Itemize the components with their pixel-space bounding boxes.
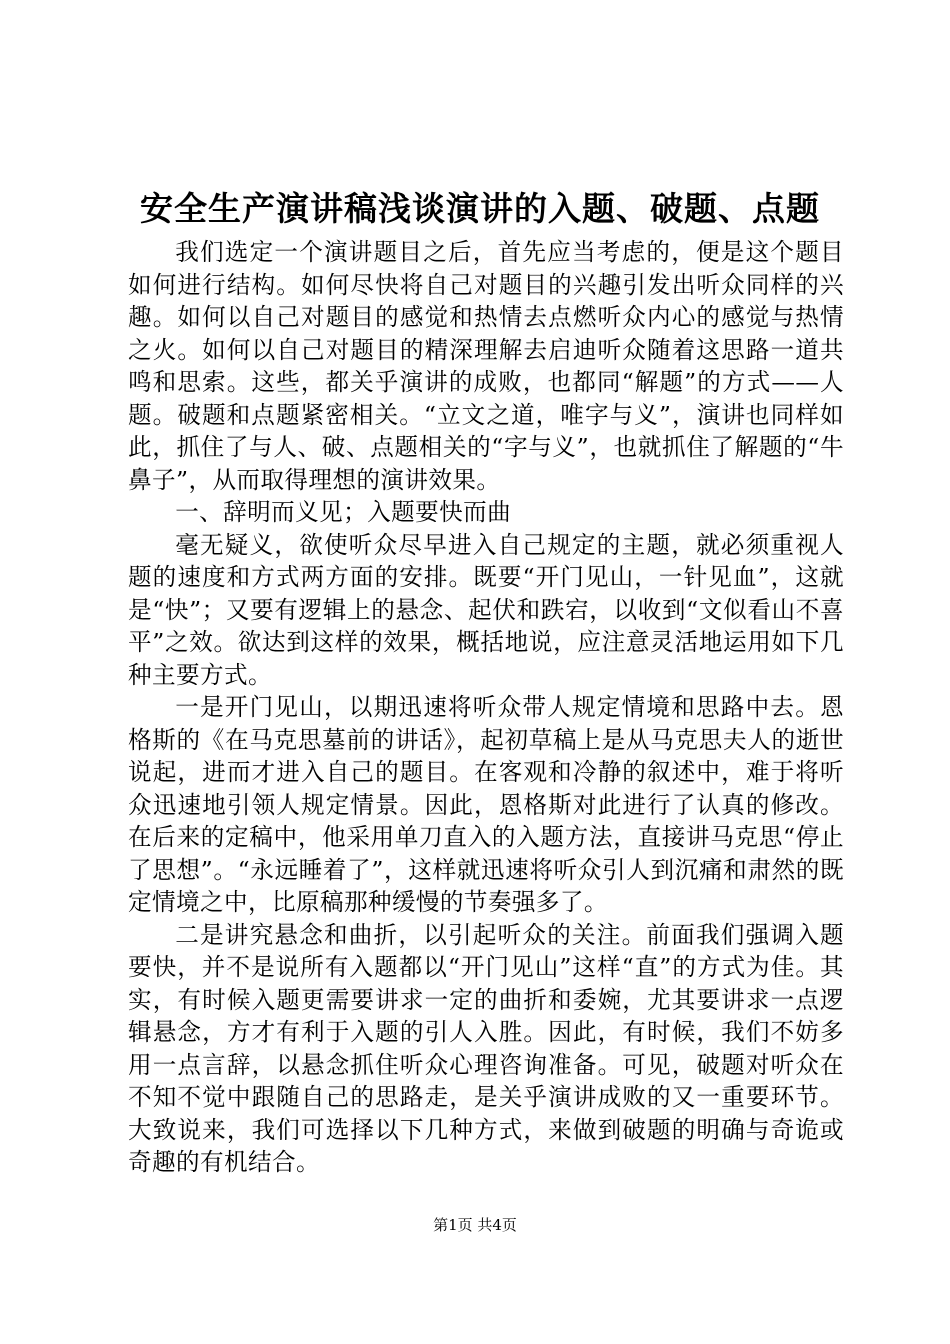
- section-heading: 一、辞明而义见；入题要快而曲: [175, 498, 512, 526]
- document-title: 安全生产演讲稿浅谈演讲的入题、破题、点题: [140, 189, 820, 228]
- page-number-footer: 第1页 共4页: [433, 1216, 517, 1234]
- body-paragraph: 二是讲究悬念和曲折，以引起听众的关注。前面我们强调入题要快，并不是说所有入题都以“开门见山”这样“直”的方式为佳。其实，有时候入题更需要讲求一定的曲折和委婉，尤其要讲求一点逻辑悬念，方才有利于入题的引人入胜。因此，有时候，我们不妨多用一点言辞，以悬念抓住听众心理咨询准备。可见，破题对听众在不知不觉中跟随自己的思路走，是关乎演讲成败的又一重要环节。大致说来，我们可选择以下几种方式，来做到破题的明确与奇诡或奇趣的有机结合。: [128, 920, 844, 1176]
- body-paragraph: 毫无疑义，欲使听众尽早进入自己规定的主题，就必须重视人题的速度和方式两方面的安排。既要“开门见山，一针见血”，这就是“快”；又要有逻辑上的悬念、起伏和跌宕，以收到“文似看山不喜平”之效。欲达到这样的效果，概括地说，应注意灵活地运用如下几种主要方式。: [128, 530, 844, 689]
- body-paragraph: 一是开门见山，以期迅速将听众带人规定情境和思路中去。恩格斯的《在马克思墓前的讲话》，起初草稿上是从马克思夫人的逝世说起，进而才进入自己的题目。在客观和冷静的叙述中，难于将听众迅速地引领人规定情景。因此，恩格斯对此进行了认真的修改。在后来的定稿中，他采用单刀直入的入题方法，直接讲马克思“停止了思想”。“永远睡着了”，这样就迅速将听众引人到沉痛和肃然的既定情境之中，比原稿那种缓慢的节奏强多了。: [128, 693, 844, 916]
- body-paragraph: 我们选定一个演讲题目之后，首先应当考虑的，便是这个题目如何进行结构。如何尽快将自己对题目的兴趣引发出听众同样的兴趣。如何以自己对题目的感觉和热情去点燃听众内心的感觉与热情之火。如何以自己对题目的精深理解去启迪听众随着这思路一道共鸣和思索。这些，都关乎演讲的成败，也都同“解题”的方式——人题。破题和点题紧密相关。“立文之道，唯字与义”，演讲也同样如此，抓住了与人、破、点题相关的“字与义”，也就抓住了解题的“牛鼻子”，从而取得理想的演讲效果。: [128, 238, 844, 494]
- document-body: [128, 236, 844, 1179]
